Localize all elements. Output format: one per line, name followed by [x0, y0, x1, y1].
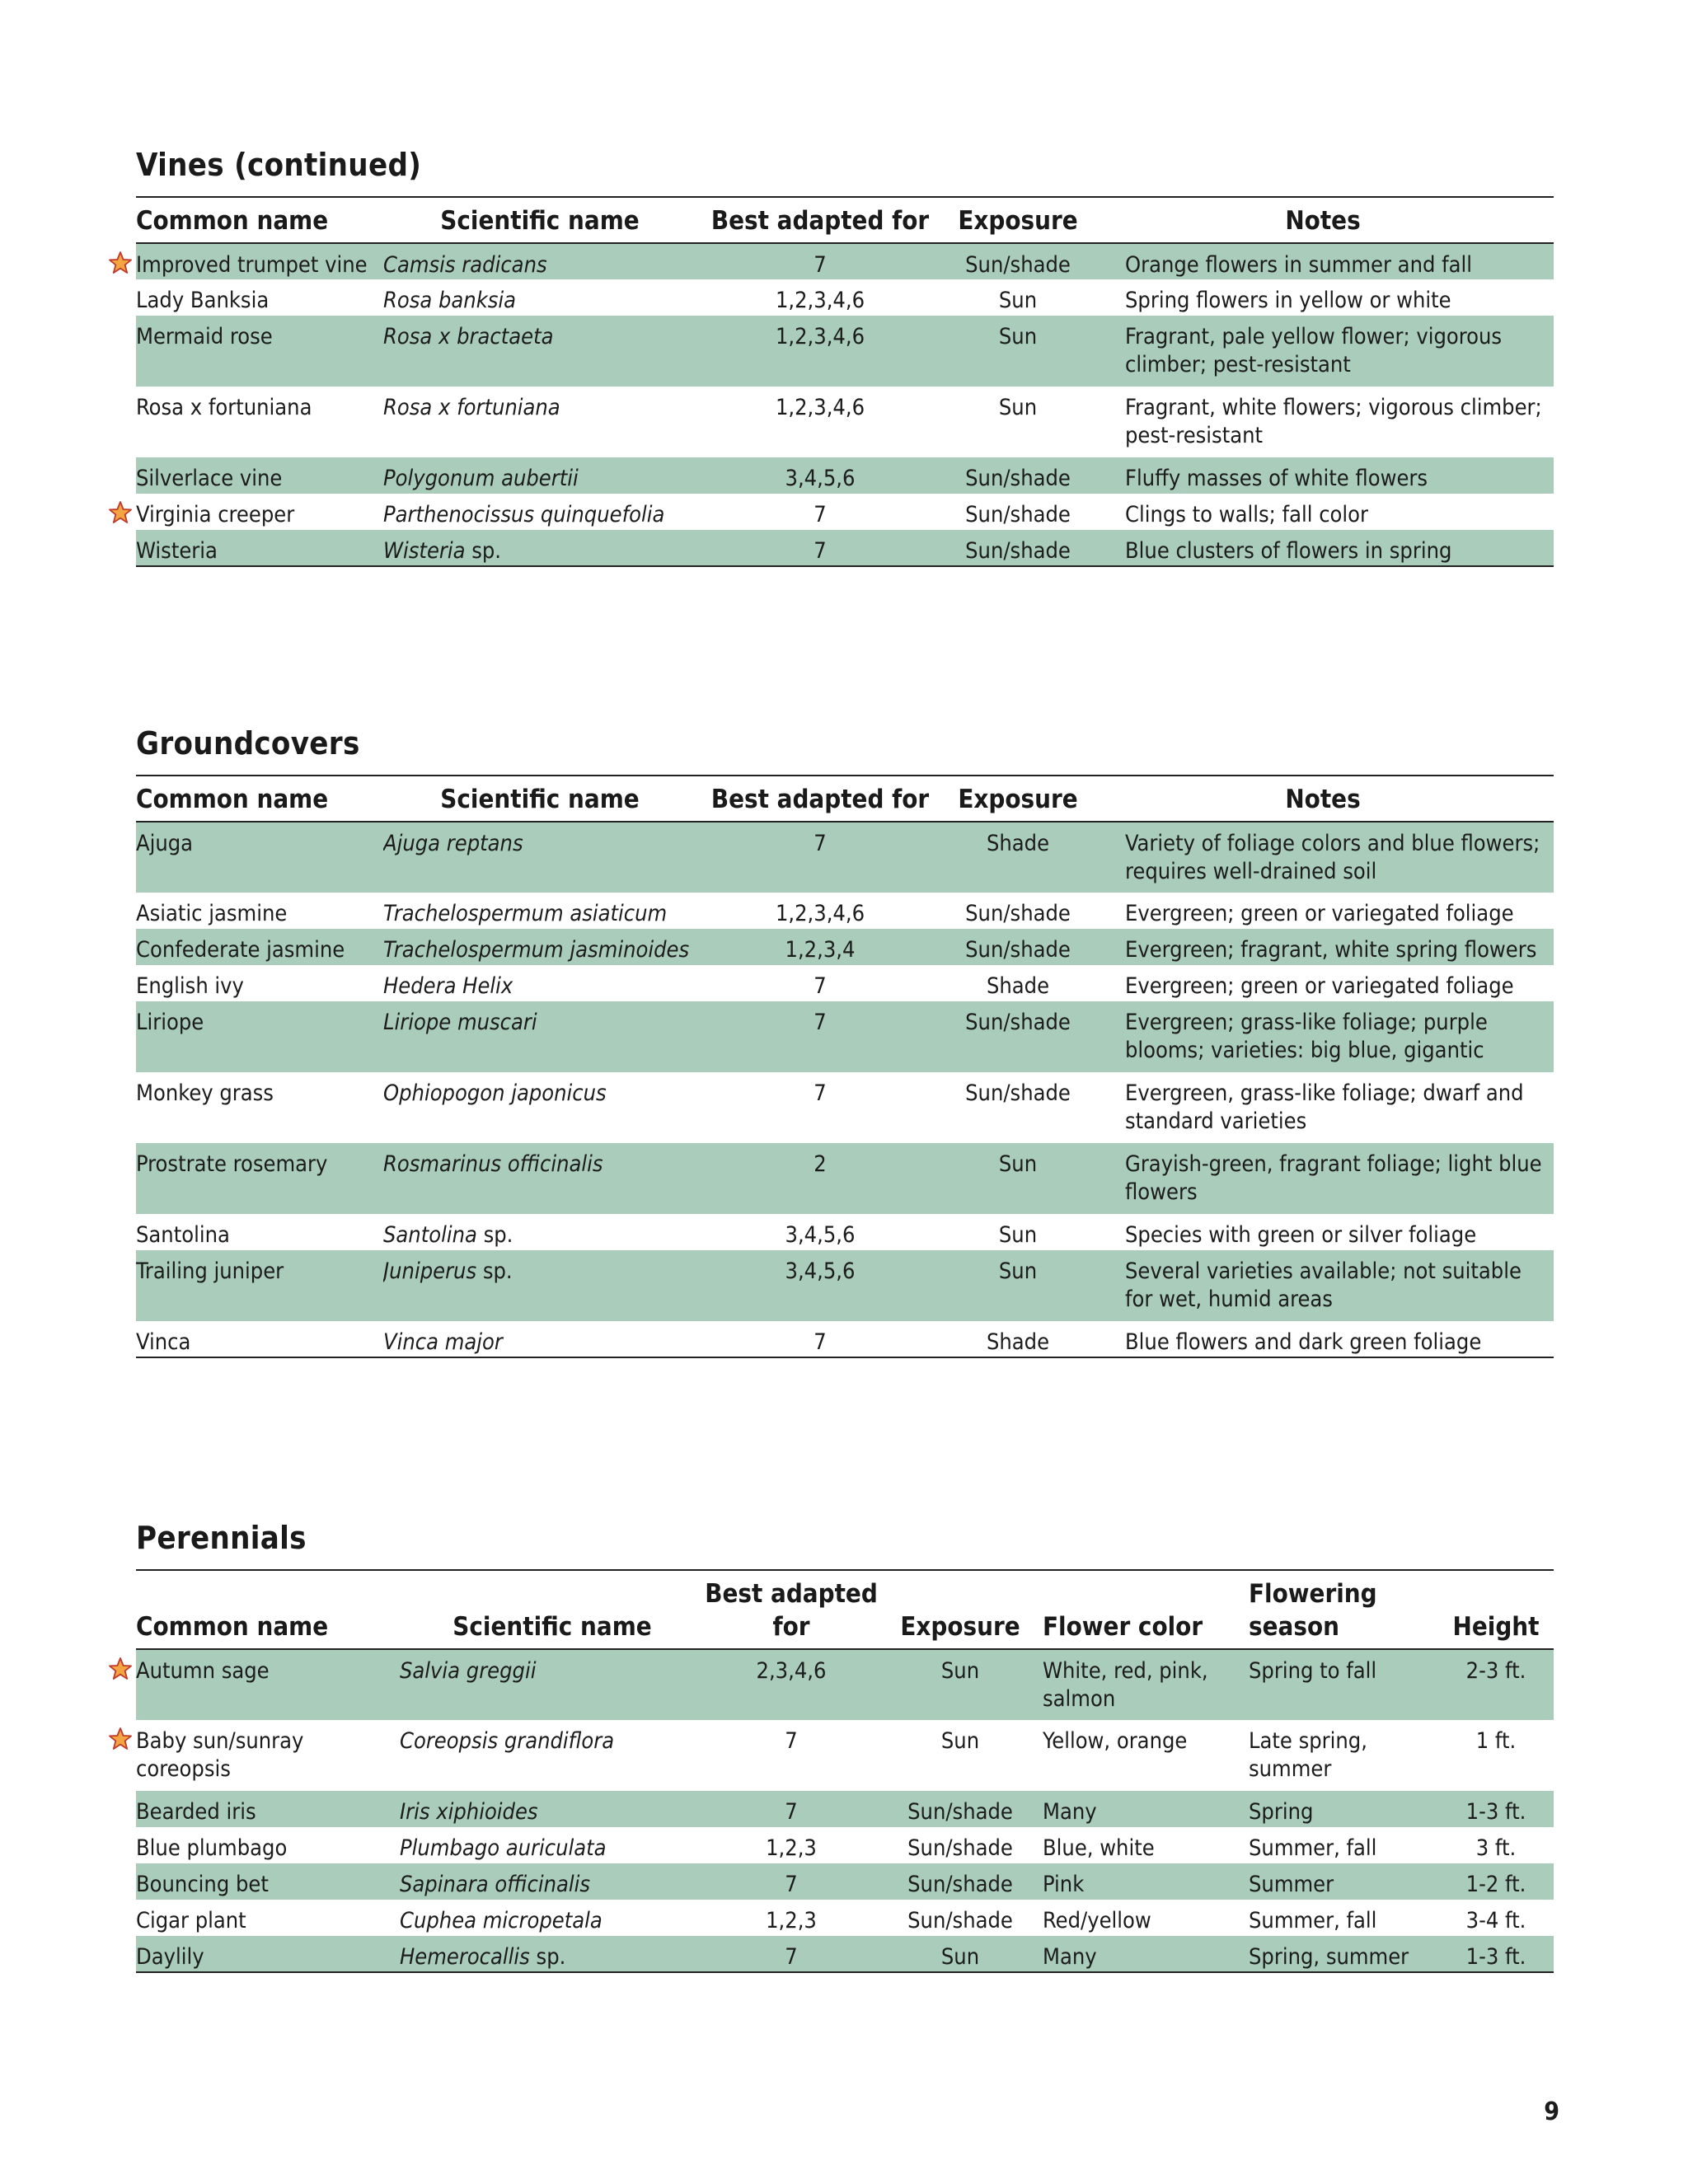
- exposure-cell: Sun/shade: [907, 1835, 1013, 1861]
- common-name-cell: [136, 1321, 383, 1357]
- scientific-name-cell: [383, 1143, 696, 1214]
- scientific-name-cell: [383, 1321, 696, 1357]
- section-title: Groundcovers: [136, 725, 360, 762]
- notes-cell: Evergreen; fragrant, white spring flowers: [1092, 929, 1554, 965]
- height-cell: 1-3 ft.: [1438, 1936, 1554, 1972]
- best-adapted-cell: 7: [696, 1001, 944, 1072]
- exposure-cell: Sun/shade: [944, 530, 1092, 566]
- scientific-name: Cuphea micropetala: [400, 1908, 603, 1933]
- flower-color-cell: Many: [1043, 1791, 1249, 1827]
- exposure-cell: Shade: [986, 973, 1050, 999]
- notes-cell: Blue clusters of flowers in spring: [1092, 530, 1554, 566]
- best-adapted-cell: 2,3,4,6: [705, 1649, 878, 1720]
- common-name: Baby sun/sunray coreopsis: [136, 1728, 304, 1782]
- scientific-name-cell: [400, 1720, 705, 1791]
- height-cell: 2-3 ft.: [1438, 1649, 1554, 1720]
- exposure-cell: Sun/shade: [944, 457, 1092, 494]
- scientific-name: Coreopsis grandiflora: [400, 1728, 615, 1754]
- notes-cell: Fragrant, pale yellow flower; vigorous climber; pest-resistant: [1092, 316, 1554, 387]
- table-row: [136, 929, 1554, 965]
- common-name-cell: [136, 387, 383, 457]
- scientific-name: Hedera Helix: [383, 973, 513, 999]
- scientific-name-cell: [383, 1072, 696, 1143]
- best-adapted-cell: 7: [696, 243, 944, 279]
- table-row: [136, 1936, 1554, 1972]
- best-adapted-cell: 7: [696, 1321, 944, 1357]
- notes-cell: Evergreen; green or variegated foliage: [1125, 973, 1514, 999]
- flower-color-cell: Red/yellow: [1043, 1908, 1151, 1933]
- height-cell: 3 ft.: [1475, 1835, 1517, 1861]
- table-row: [136, 1250, 1554, 1321]
- best-adapted-cell: 1,2,3,4: [696, 929, 944, 965]
- exposure-cell: Sun: [944, 316, 1092, 387]
- notes-cell: Variety of foliage colors and blue flowers; requires well-drained soil: [1092, 822, 1554, 893]
- flower-color-cell: Pink: [1043, 1863, 1249, 1900]
- header-row: [136, 197, 1554, 243]
- scientific-name: Sapinara officinalis: [400, 1872, 591, 1897]
- scientific-name-cell: [383, 929, 696, 965]
- header-flowering-season: Flowering season: [1249, 1570, 1438, 1649]
- scientific-name-cell: [383, 387, 696, 457]
- common-name-cell: [136, 822, 383, 893]
- header-flower-color: Flower color: [1043, 1570, 1249, 1649]
- best-adapted-cell: 1,2,3,4,6: [696, 316, 944, 387]
- notes-cell: Species with green or silver foliage: [1125, 1222, 1477, 1248]
- common-name: Improved trumpet vine: [136, 252, 368, 278]
- exposure-cell: Sun/shade: [944, 243, 1092, 279]
- table-row: [136, 243, 1554, 279]
- header-scientific-name: Scientific name: [383, 197, 696, 243]
- scientific-name: Rosa x fortuniana: [383, 395, 560, 420]
- scientific-name: Trachelospermum jasminoides: [383, 937, 690, 963]
- exposure-cell: Sun: [998, 395, 1038, 420]
- table-row: [136, 1214, 1554, 1250]
- best-adapted-cell: 1,2,3,4,6: [775, 901, 865, 926]
- scientific-name: Polygonum aubertii: [383, 466, 579, 491]
- common-name: Mermaid rose: [136, 324, 273, 349]
- table-row: [136, 822, 1554, 893]
- scientific-name: Rosa x bractaeta: [383, 324, 554, 349]
- table-row: [136, 1827, 1554, 1863]
- notes-cell: Blue flowers and dark green foliage: [1092, 1321, 1554, 1357]
- vines-section: [136, 142, 1554, 567]
- common-name: Autumn sage: [136, 1658, 270, 1684]
- table-row: [136, 1072, 1554, 1143]
- scientific-name: Rosa banksia: [383, 288, 517, 313]
- header-height: Height: [1438, 1570, 1554, 1649]
- flowering-season-cell: Summer, fall: [1249, 1908, 1377, 1933]
- best-adapted-cell: 7: [814, 1080, 827, 1106]
- scientific-name-suffix: sp.: [476, 1222, 513, 1248]
- scientific-name-suffix: sp.: [476, 1258, 513, 1284]
- notes-cell: Evergreen; grass-like foliage; purple blooms; varieties: big blue, gigantic: [1092, 1001, 1554, 1072]
- section-title: Vines (continued): [136, 147, 422, 183]
- flowering-season-cell: Late spring, summer: [1249, 1728, 1367, 1782]
- scientific-name: Rosmarinus officinalis: [383, 1151, 603, 1177]
- header-row: [136, 776, 1554, 822]
- scientific-name-cell: [400, 1649, 705, 1720]
- common-name-cell: [136, 1649, 400, 1720]
- common-name: Bearded iris: [136, 1799, 256, 1825]
- scientific-name: Wisteria: [383, 538, 466, 564]
- exposure-cell: Sun/shade: [878, 1863, 1043, 1900]
- header-exposure: Exposure: [944, 776, 1092, 822]
- common-name: Asiatic jasmine: [136, 901, 288, 926]
- scientific-name: Vinca major: [383, 1329, 503, 1355]
- table-row: [136, 1863, 1554, 1900]
- common-name-cell: [136, 316, 383, 387]
- best-adapted-cell: 3,4,5,6: [696, 457, 944, 494]
- notes-cell: Evergreen, grass-like foliage; dwarf and standard varieties: [1125, 1080, 1524, 1134]
- scientific-name: Salvia greggii: [400, 1658, 537, 1684]
- scientific-name: Plumbago auriculata: [400, 1835, 607, 1861]
- vines-table: [136, 196, 1554, 567]
- header-best-adapted: Best adapted for: [696, 776, 944, 822]
- common-name: Vinca: [136, 1329, 191, 1355]
- scientific-name: Parthenocissus quinquefolia: [383, 502, 665, 527]
- scientific-name-cell: [400, 1791, 705, 1827]
- table-row: [136, 1321, 1554, 1357]
- scientific-name-cell: [400, 1863, 705, 1900]
- common-name-cell: [136, 1863, 400, 1900]
- common-name-cell: [136, 1791, 400, 1827]
- best-adapted-cell: 1,2,3: [766, 1908, 817, 1933]
- common-name-cell: [136, 1250, 383, 1321]
- scientific-name-cell: [383, 965, 696, 1001]
- best-adapted-cell: 7: [814, 502, 827, 527]
- common-name: Monkey grass: [136, 1080, 274, 1106]
- scientific-name-cell: [383, 822, 696, 893]
- exposure-cell: Sun/shade: [907, 1908, 1013, 1933]
- header-notes: Notes: [1092, 197, 1554, 243]
- groundcovers-section: [136, 720, 1554, 1358]
- star-icon: [108, 1727, 133, 1751]
- common-name: Ajuga: [136, 831, 194, 856]
- common-name: Daylily: [136, 1944, 204, 1970]
- common-name-cell: [136, 243, 383, 279]
- notes-cell: Several varieties available; not suitable for wet, humid areas: [1092, 1250, 1554, 1321]
- common-name: Trailing juniper: [136, 1258, 284, 1284]
- scientific-name-cell: [383, 1250, 696, 1321]
- notes-cell: Fragrant, white flowers; vigorous climber; pest-resistant: [1125, 395, 1542, 448]
- common-name-cell: [136, 279, 383, 316]
- header-best-adapted: Best adapted for: [705, 1570, 878, 1649]
- table-row: [136, 530, 1554, 566]
- common-name-cell: [136, 1143, 383, 1214]
- common-name-cell: [136, 494, 383, 530]
- notes-cell: Spring flowers in yellow or white: [1125, 288, 1451, 313]
- scientific-name: Santolina: [383, 1222, 477, 1248]
- scientific-name-cell: [383, 494, 696, 530]
- header-common-name: Common name: [136, 776, 383, 822]
- table-body: [136, 822, 1554, 1357]
- common-name-cell: [136, 1936, 400, 1972]
- exposure-cell: Sun: [944, 1143, 1092, 1214]
- scientific-name-suffix: sp.: [465, 538, 502, 564]
- scientific-name-cell: [383, 893, 696, 929]
- table-row: [136, 1649, 1554, 1720]
- scientific-name: Liriope muscari: [383, 1010, 537, 1035]
- flowering-season-cell: Summer: [1249, 1863, 1438, 1900]
- common-name: Santolina: [136, 1222, 230, 1248]
- scientific-name: Ophiopogon japonicus: [383, 1080, 607, 1106]
- best-adapted-cell: 3,4,5,6: [785, 1222, 856, 1248]
- scientific-name: Camsis radicans: [383, 252, 547, 278]
- notes-cell: Clings to walls; fall color: [1125, 502, 1368, 527]
- height-cell: 1-2 ft.: [1438, 1863, 1554, 1900]
- exposure-cell: Sun/shade: [944, 1001, 1092, 1072]
- scientific-name-cell: [383, 530, 696, 566]
- best-adapted-cell: 2: [696, 1143, 944, 1214]
- scientific-name: Hemerocallis: [400, 1944, 530, 1970]
- scientific-name-cell: [383, 1001, 696, 1072]
- common-name: Silverlace vine: [136, 466, 283, 491]
- groundcovers-table: [136, 775, 1554, 1358]
- exposure-cell: Sun/shade: [944, 929, 1092, 965]
- table-body: [136, 243, 1554, 566]
- header-scientific-name: Scientific name: [400, 1570, 705, 1649]
- common-name-cell: [136, 1072, 383, 1143]
- common-name: Virginia creeper: [136, 502, 295, 527]
- common-name: English ivy: [136, 973, 244, 999]
- exposure-cell: Sun: [878, 1936, 1043, 1972]
- table-row: [136, 387, 1554, 457]
- table-row: [136, 279, 1554, 316]
- height-cell: 1 ft.: [1475, 1728, 1517, 1754]
- best-adapted-cell: 7: [696, 822, 944, 893]
- flower-color-cell: White, red, pink, salmon: [1043, 1649, 1249, 1720]
- flower-color-cell: Many: [1043, 1936, 1249, 1972]
- table-row: [136, 316, 1554, 387]
- scientific-name-suffix: sp.: [529, 1944, 566, 1970]
- scientific-name-cell: [400, 1827, 705, 1863]
- notes-cell: Evergreen; green or variegated foliage: [1125, 901, 1514, 926]
- header-common-name: Common name: [136, 1570, 400, 1649]
- notes-cell: Grayish-green, fragrant foliage; light blue flowers: [1092, 1143, 1554, 1214]
- flowering-season-cell: Spring: [1249, 1791, 1438, 1827]
- common-name: Wisteria: [136, 538, 218, 564]
- best-adapted-cell: 7: [705, 1936, 878, 1972]
- table-row: [136, 965, 1554, 1001]
- table-row: [136, 893, 1554, 929]
- flower-color-cell: Yellow, orange: [1043, 1728, 1188, 1754]
- common-name-cell: [136, 965, 383, 1001]
- best-adapted-cell: 7: [696, 530, 944, 566]
- table-row: [136, 457, 1554, 494]
- flowering-season-cell: Summer, fall: [1249, 1835, 1377, 1861]
- flower-color-cell: Blue, white: [1043, 1835, 1155, 1861]
- star-icon: [108, 251, 133, 275]
- table-body: [136, 1649, 1554, 1972]
- common-name-cell: [136, 530, 383, 566]
- common-name: Liriope: [136, 1010, 204, 1035]
- exposure-cell: Sun/shade: [965, 1080, 1071, 1106]
- header-row: [136, 1570, 1554, 1649]
- header-common-name: Common name: [136, 197, 383, 243]
- table-row: [136, 1001, 1554, 1072]
- best-adapted-cell: 7: [814, 973, 827, 999]
- exposure-cell: Sun/shade: [878, 1791, 1043, 1827]
- scientific-name-cell: [400, 1900, 705, 1936]
- exposure-cell: Sun: [940, 1728, 980, 1754]
- scientific-name: Iris xiphioides: [400, 1799, 538, 1825]
- notes-cell: Orange flowers in summer and fall: [1092, 243, 1554, 279]
- height-cell: 1-3 ft.: [1438, 1791, 1554, 1827]
- scientific-name-cell: [400, 1936, 705, 1972]
- table-row: [136, 1720, 1554, 1791]
- table-row: [136, 1900, 1554, 1936]
- best-adapted-cell: 7: [785, 1728, 798, 1754]
- perennials-section: [136, 1515, 1554, 1973]
- common-name-cell: [136, 1827, 400, 1863]
- scientific-name-cell: [383, 279, 696, 316]
- best-adapted-cell: 7: [705, 1791, 878, 1827]
- common-name-cell: [136, 1214, 383, 1250]
- common-name-cell: [136, 1720, 400, 1791]
- scientific-name-cell: [383, 243, 696, 279]
- common-name: Lady Banksia: [136, 288, 270, 313]
- exposure-cell: Sun/shade: [965, 901, 1071, 926]
- common-name-cell: [136, 929, 383, 965]
- notes-cell: Fluffy masses of white flowers: [1092, 457, 1554, 494]
- common-name-cell: [136, 1900, 400, 1936]
- exposure-cell: Sun: [878, 1649, 1043, 1720]
- common-name: Blue plumbago: [136, 1835, 288, 1861]
- scientific-name: Trachelospermum asiaticum: [383, 901, 668, 926]
- page-number: 9: [1544, 2097, 1559, 2126]
- common-name: Bouncing bet: [136, 1872, 269, 1897]
- exposure-cell: Shade: [944, 1321, 1092, 1357]
- header-best-adapted: Best adapted for: [696, 197, 944, 243]
- common-name: Cigar plant: [136, 1908, 246, 1933]
- section-title: Perennials: [136, 1520, 307, 1556]
- table-row: [136, 1143, 1554, 1214]
- perennials-table: [136, 1569, 1554, 1973]
- common-name: Confederate jasmine: [136, 937, 345, 963]
- exposure-cell: Sun: [998, 288, 1038, 313]
- scientific-name: Juniperus: [383, 1258, 477, 1284]
- scientific-name-cell: [383, 316, 696, 387]
- table-row: [136, 1791, 1554, 1827]
- header-scientific-name: Scientific name: [383, 776, 696, 822]
- exposure-cell: Sun: [944, 1250, 1092, 1321]
- common-name-cell: [136, 457, 383, 494]
- scientific-name: Ajuga reptans: [383, 831, 523, 856]
- common-name-cell: [136, 1001, 383, 1072]
- flowering-season-cell: Spring to fall: [1249, 1649, 1438, 1720]
- star-icon: [108, 1657, 133, 1681]
- exposure-cell: Shade: [944, 822, 1092, 893]
- exposure-cell: Sun/shade: [965, 502, 1071, 527]
- height-cell: 3-4 ft.: [1465, 1908, 1526, 1933]
- common-name: Rosa x fortuniana: [136, 395, 312, 420]
- star-icon: [108, 500, 133, 525]
- header-exposure: Exposure: [878, 1570, 1043, 1649]
- best-adapted-cell: 1,2,3,4,6: [775, 288, 865, 313]
- scientific-name-cell: [383, 1214, 696, 1250]
- header-exposure: Exposure: [944, 197, 1092, 243]
- best-adapted-cell: 3,4,5,6: [696, 1250, 944, 1321]
- common-name: Prostrate rosemary: [136, 1151, 328, 1177]
- flowering-season-cell: Spring, summer: [1249, 1936, 1438, 1972]
- best-adapted-cell: 1,2,3,4,6: [775, 395, 865, 420]
- common-name-cell: [136, 893, 383, 929]
- table-row: [136, 494, 1554, 530]
- best-adapted-cell: 7: [705, 1863, 878, 1900]
- scientific-name-cell: [383, 457, 696, 494]
- best-adapted-cell: 1,2,3: [766, 1835, 817, 1861]
- header-notes: Notes: [1092, 776, 1554, 822]
- exposure-cell: Sun: [998, 1222, 1038, 1248]
